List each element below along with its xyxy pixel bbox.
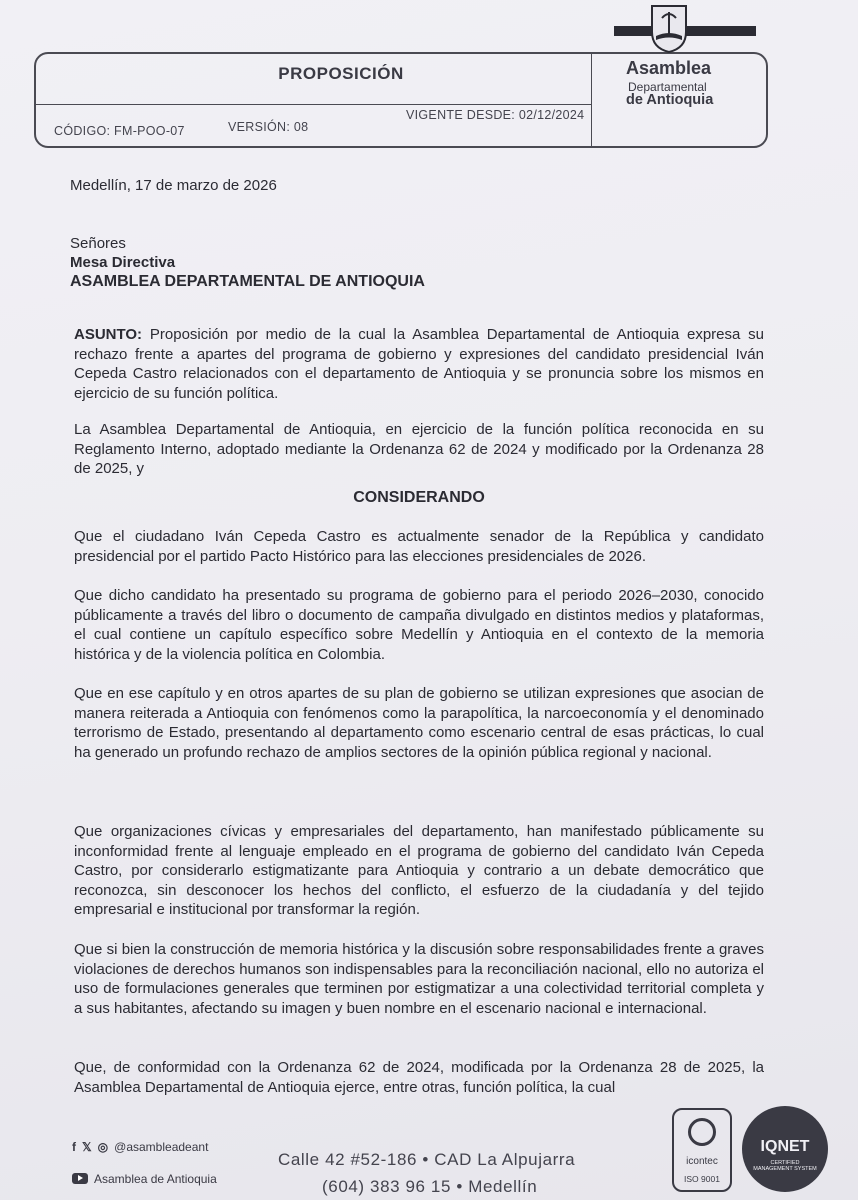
cert-label: icontec bbox=[686, 1156, 718, 1167]
form-title: PROPOSICIÓN bbox=[278, 64, 404, 83]
recipient-line: ASAMBLEA DEPARTAMENTAL DE ANTIOQUIA bbox=[70, 273, 425, 290]
logo-text: Asamblea bbox=[626, 58, 712, 78]
iqnet-seal bbox=[742, 1106, 828, 1192]
paragraph: Que, de conformidad con la Ordenanza 62 de 2024, modificada por la Ordenanza 28 de 2025, la Asamblea Departamental de Antioquia ejerce, entre otras, función política, la cual bbox=[74, 1059, 764, 1096]
intro-paragraph: La Asamblea Departamental de Antioquia, en ejercicio de la función política reconocida en su Reglamento Interno, adoptado mediante la Ordenanza 62 de 2024 y modificado por la Ordenanza 28 de 2025, y bbox=[74, 421, 764, 477]
social-handle: @asambleadeant bbox=[114, 1140, 209, 1154]
icontec-logo-icon bbox=[688, 1118, 716, 1146]
paragraph: Que organizaciones cívicas y empresariales del departamento, han manifestado públicamente su inconformidad frente al lenguaje empleado en el programa de gobierno del candidato Iván Cepeda Castro, por considerarlo estigmatizante para Antioquia y contrario a un debate democrático que reconozca, sin desconocer los hechos del conflicto, el esfuerzo de la ciudadanía y del tejido empresarial e institucional por transformar la región. bbox=[74, 823, 764, 918]
subject-text: Proposición por medio de la cual la Asamblea Departamental de Antioquia expresa su rechazo frente a apartes del programa de gobierno y expresiones del candidato presidencial Iván Cepeda Castro relacionados con el departamento de Antioquia y se pronuncia sobre los mismos en ejercicio de su función política. bbox=[74, 326, 764, 402]
cert-iso: ISO 9001 bbox=[684, 1174, 720, 1184]
footer-address: Calle 42 #52-186 • CAD La Alpujarra bbox=[278, 1150, 576, 1169]
instagram-icon: ◎ bbox=[97, 1140, 109, 1154]
form-valid-from: VIGENTE DESDE: 02/12/2024 bbox=[406, 108, 585, 122]
social-links bbox=[72, 1140, 208, 1154]
paragraph: Que si bien la construcción de memoria histórica y la discusión sobre responsabilidades frente a graves violaciones de derechos humanos son indispensables para la reconciliación nacional, ello no autoriza el uso de formulaciones generales que terminen por estigmatizar a una colectividad territorial completa y a sus habitantes, afectando su imagen y buen nombre en el escenario nacional e internacional. bbox=[74, 941, 764, 1017]
footer-phone: (604) 383 96 15 • Medellín bbox=[322, 1177, 538, 1196]
form-version: VERSIÓN: 08 bbox=[228, 120, 309, 134]
header-divider bbox=[36, 104, 591, 105]
coat-of-arms-icon bbox=[648, 2, 690, 54]
facebook-icon: f bbox=[72, 1140, 76, 1154]
logo-text: Departamental bbox=[628, 80, 707, 94]
cert-sub: CERTIFIED MANAGEMENT SYSTEM bbox=[753, 1160, 817, 1172]
paragraph: Que dicho candidato ha presentado su programa de gobierno para el periodo 2026–2030, conocido públicamente a través del libro o documento de campaña divulgado en distintos medios y plataformas, el cual contiene un capítulo específico sobre Medellín y Antioquia en el contexto de la memoria histórica y de la violencia política en Colombia. bbox=[74, 587, 764, 663]
icontec-seal bbox=[672, 1108, 732, 1192]
subject-label: ASUNTO: bbox=[74, 326, 143, 343]
paragraph: Que el ciudadano Iván Cepeda Castro es actualmente senador de la República y candidato presidencial por el partido Pacto Histórico para las elecciones presidenciales de 2026. bbox=[74, 528, 764, 565]
youtube-channel: Asamblea de Antioquia bbox=[94, 1172, 217, 1186]
logo-text: de Antioquia bbox=[626, 92, 714, 108]
subject-paragraph bbox=[74, 325, 764, 403]
header-vertical-divider bbox=[591, 54, 592, 146]
recipient-line: Señores bbox=[70, 235, 126, 252]
considering-heading: CONSIDERANDO bbox=[353, 489, 485, 506]
youtube-icon bbox=[72, 1173, 88, 1184]
cert-label: IQNET bbox=[760, 1138, 810, 1155]
place-date: Medellín, 17 de marzo de 2026 bbox=[70, 177, 277, 194]
recipient-line: Mesa Directiva bbox=[70, 254, 176, 271]
x-icon: 𝕏 bbox=[82, 1140, 92, 1154]
paragraph: Que en ese capítulo y en otros apartes de su plan de gobierno se utilizan expresiones que asocian de manera reiterada a Antioquia con fenómenos como la parapolítica, la narcoeconomía y el denominado terrorismo de Estado, presentando al departamento como escenario central de esas prácticas, lo cual ha generado un profundo rechazo de amplios sectores de la opinión pública regional y nacional. bbox=[74, 685, 764, 761]
youtube-link bbox=[72, 1172, 217, 1186]
form-code: CÓDIGO: FM-POO-07 bbox=[54, 124, 185, 138]
